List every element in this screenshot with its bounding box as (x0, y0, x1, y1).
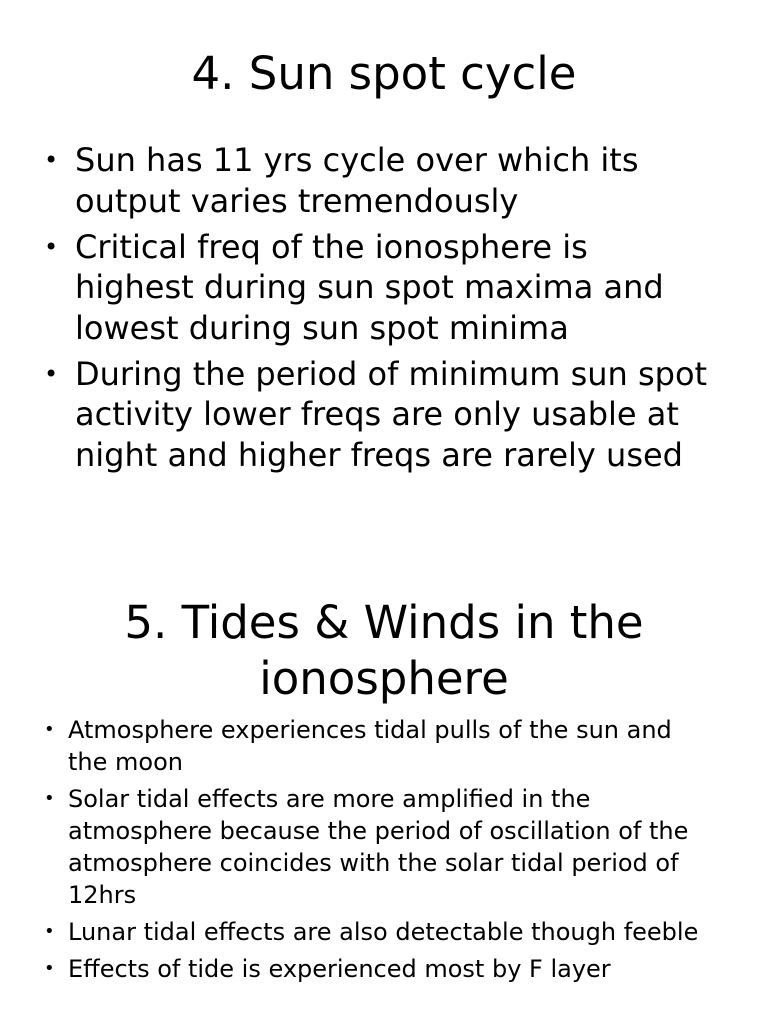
bullet-item (44, 227, 714, 349)
bullet-item (44, 140, 714, 221)
bullet-item (44, 354, 714, 476)
bullet-text: Critical freq of the ionosphere is highest during sun spot maxima and lowest during sun spot minima (75, 227, 664, 347)
bullet-item (44, 916, 714, 948)
bullet-text: Solar tidal effects are more amplified in the atmosphere because the period of oscillation of the atmosphere coincides with the solar tidal period of 12hrs (68, 785, 689, 909)
bullet-text: Lunar tidal effects are also detectable though feeble (68, 918, 699, 946)
bullet-item (44, 714, 714, 778)
slide-title: 5. Tides & Winds in the ionosphere (124, 596, 644, 705)
bullet-icon: • (44, 788, 55, 809)
bullet-icon: • (44, 359, 59, 388)
bullet-item (44, 953, 714, 985)
slide-tides-winds (0, 580, 768, 1024)
bullet-list (44, 140, 714, 481)
bullet-text: Effects of tide is experienced most by F layer (68, 955, 611, 983)
bullet-icon: • (44, 719, 55, 740)
bullet-icon: • (44, 921, 55, 942)
bullet-list (44, 714, 714, 990)
bullet-text: Sun has 11 yrs cycle over which its output varies tremendously (75, 141, 639, 220)
bullet-item (44, 783, 714, 911)
bullet-icon: • (44, 232, 59, 261)
bullet-text: During the period of minimum sun spot activity lower freqs are only usable at night and higher freqs are rarely used (75, 354, 708, 474)
bullet-text: Atmosphere experiences tidal pulls of the sun and the moon (68, 716, 672, 776)
bullet-icon: • (44, 146, 59, 174)
bullet-icon: • (44, 958, 55, 979)
slide-title: 4. Sun spot cycle (191, 47, 577, 100)
